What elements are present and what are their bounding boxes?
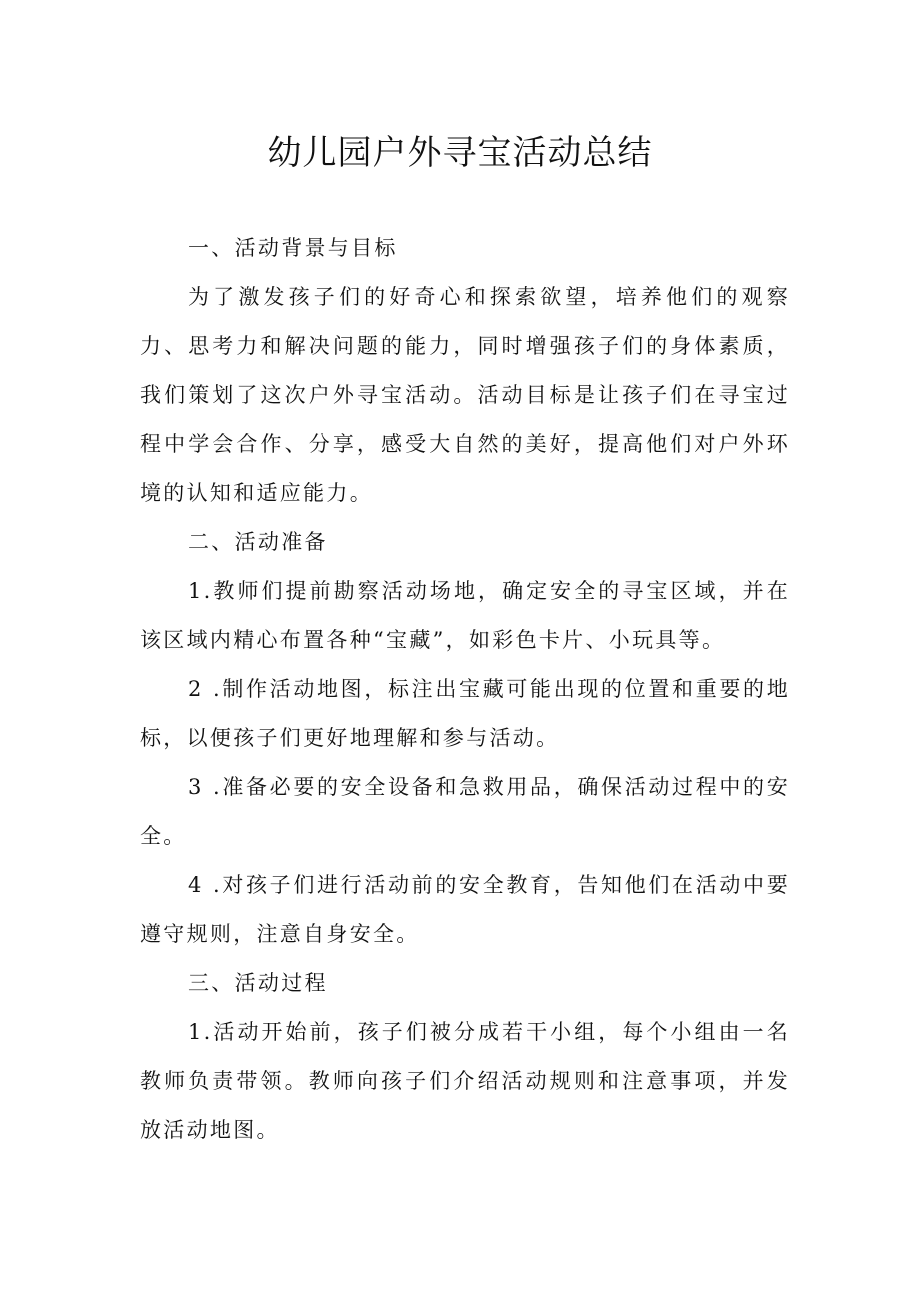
section-heading-preparation: 二、活动准备	[188, 530, 328, 554]
paragraph-preparation-4: 4 .对孩子们进行活动前的安全教育，告知他们在活动中要遵守规则，注意自身安全。	[140, 873, 790, 946]
paragraph-process-1: 1.活动开始前，孩子们被分成若干小组，每个小组由一名教师负责带领。教师向孩子们介绍活动规则和注意事项，并发放活动地图。	[140, 1020, 790, 1142]
section-heading-background: 一、活动背景与目标	[188, 236, 398, 260]
paragraph-preparation-1: 1.教师们提前勘察活动场地，确定安全的寻宝区域，并在该区域内精心布置各种“宝藏”，如彩色卡片、小玩具等。	[140, 579, 790, 652]
paragraph-preparation-3: 3 .准备必要的安全设备和急救用品，确保活动过程中的安全。	[140, 775, 790, 848]
section-heading-process: 三、活动过程	[188, 971, 328, 995]
paragraph-background: 为了激发孩子们的好奇心和探索欲望，培养他们的观察力、思考力和解决问题的能力，同时增强孩子们的身体素质，我们策划了这次户外寻宝活动。活动目标是让孩子们在寻宝过程中学会合作、分享，感受大自然的美好，提高他们对户外环境的认知和适应能力。	[140, 285, 790, 505]
document-body	[140, 224, 790, 1155]
document-title: 幼儿园户外寻宝活动总结	[267, 133, 653, 173]
paragraph-preparation-2: 2 .制作活动地图，标注出宝藏可能出现的位置和重要的地标，以便孩子们更好地理解和参与活动。	[140, 677, 790, 750]
